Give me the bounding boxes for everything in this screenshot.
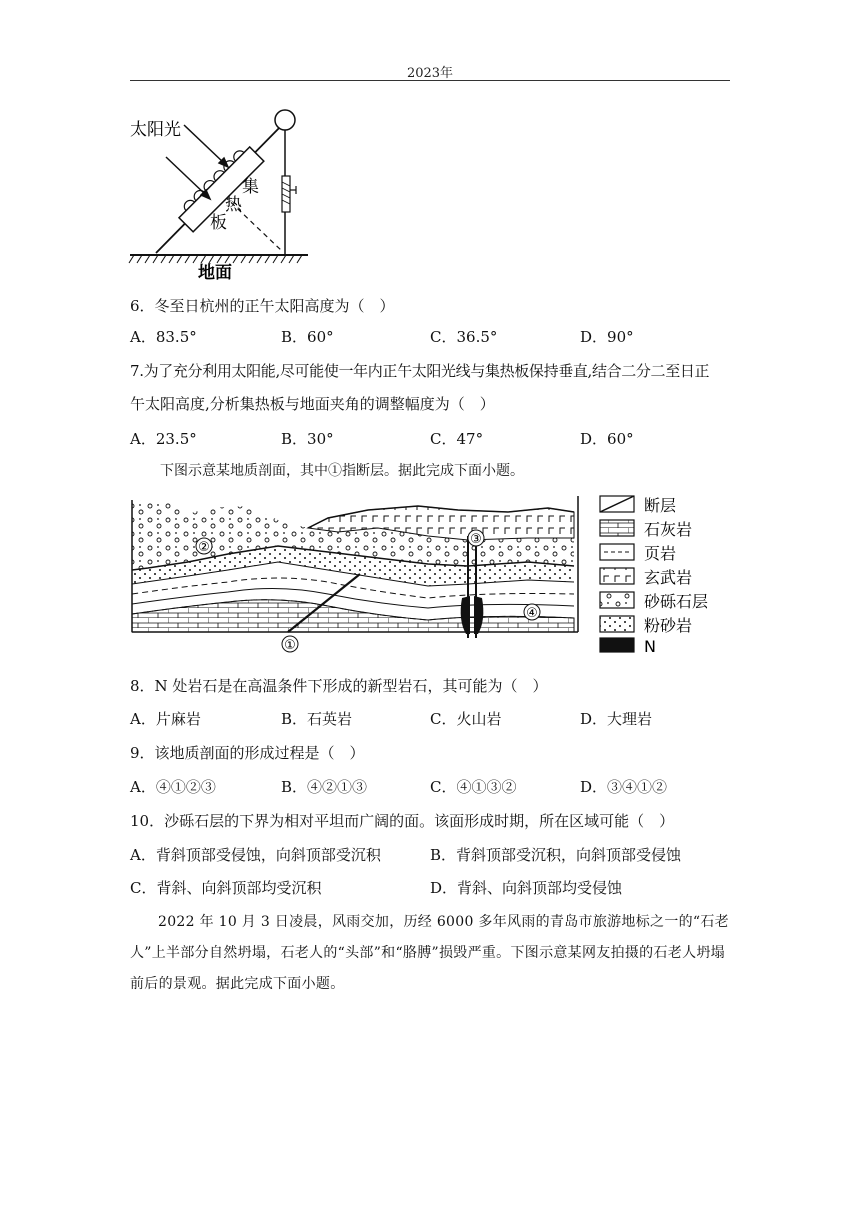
ground-label: 地面 — [198, 263, 232, 283]
legend-siltstone: 粉砂岩 — [644, 616, 693, 635]
legend-shale: 页岩 — [644, 544, 677, 563]
marker-2: ② — [198, 540, 210, 555]
q8-option-a: A．片麻岩 — [130, 710, 201, 728]
q7-option-b: B．30° — [281, 430, 334, 448]
legend-limestone: 石灰岩 — [644, 520, 693, 539]
geology-intro: 下图示意某地质剖面，其中①指断层。据此完成下面小题。 — [160, 463, 524, 479]
q6-option-c: C．36.5° — [430, 328, 498, 346]
q10-option-a: A．背斜顶部受侵蚀，向斜顶部受沉积 — [130, 846, 381, 864]
q10-option-b: B．背斜顶部受沉积，向斜顶部受侵蚀 — [430, 846, 682, 864]
question-6-stem: 6．冬至日杭州的正午太阳高度为（ ） — [130, 297, 395, 315]
geology-cross-section — [128, 488, 730, 660]
q9-option-b: B．④②①③ — [281, 778, 368, 796]
marker-3: ③ — [470, 532, 482, 547]
marker-1: ① — [284, 638, 296, 653]
legend-n: N — [644, 637, 656, 656]
solar-collector-diagram — [128, 100, 318, 285]
q7-option-d: D．60° — [580, 430, 634, 448]
q6-option-a: A．83.5° — [130, 328, 197, 346]
collector-label-2: 热 — [225, 195, 242, 215]
q9-option-d: D．③④①② — [580, 778, 668, 796]
legend-fault: 断层 — [644, 496, 677, 515]
legend-gravel: 砂砾石层 — [644, 592, 709, 611]
sunlight-label: 太阳光 — [130, 120, 181, 140]
q8-option-c: C．火山岩 — [430, 710, 502, 728]
stone-old-man-intro: 2022 年 10 月 3 日凌晨，风雨交加，历经 6000 多年风雨的青岛市旅游地标之一的“石老人”上半部分自然坍塌，石老人的“头部”和“胳膊”损毁严重。下图示意某网友拍摄的石老人坍塌前后的景观。据此完成下面小题。 — [130, 914, 729, 992]
page-header: 2023年 — [406, 66, 454, 81]
marker-4: ④ — [526, 606, 538, 621]
q9-option-a: A．④①②③ — [130, 778, 216, 796]
legend — [600, 496, 708, 656]
question-7-stem-line1: 7.为了充分利用太阳能,尽可能使一年内正午太阳光线与集热板保持垂直,结合二分二至日正 — [130, 362, 710, 380]
question-7-stem-line2: 午太阳高度,分析集热板与地面夹角的调整幅度为（ ） — [130, 395, 495, 413]
question-9-stem: 9．该地质剖面的形成过程是（ ） — [130, 744, 365, 762]
q8-option-b: B．石英岩 — [281, 710, 353, 728]
collector-label-3: 板 — [210, 213, 227, 233]
q6-option-d: D．90° — [580, 328, 634, 346]
question-8-stem: 8．N 处岩石是在高温条件下形成的新型岩石，其可能为（ ） — [130, 677, 548, 695]
q9-option-c: C．④①③② — [430, 778, 517, 796]
q10-option-c: C．背斜、向斜顶部均受沉积 — [130, 879, 322, 897]
q8-option-d: D．大理岩 — [580, 710, 653, 728]
collector-label-1: 集 — [242, 177, 259, 197]
question-10-stem: 10．沙砾石层的下界为相对平坦而广阔的面。该面形成时期，所在区域可能（ ） — [130, 812, 675, 830]
header-divider — [130, 80, 730, 81]
q7-option-c: C．47° — [430, 430, 484, 448]
q7-option-a: A．23.5° — [130, 430, 197, 448]
q6-option-b: B．60° — [281, 328, 334, 346]
q10-option-d: D．背斜、向斜顶部均受侵蚀 — [430, 879, 623, 897]
legend-basalt: 玄武岩 — [644, 568, 693, 587]
